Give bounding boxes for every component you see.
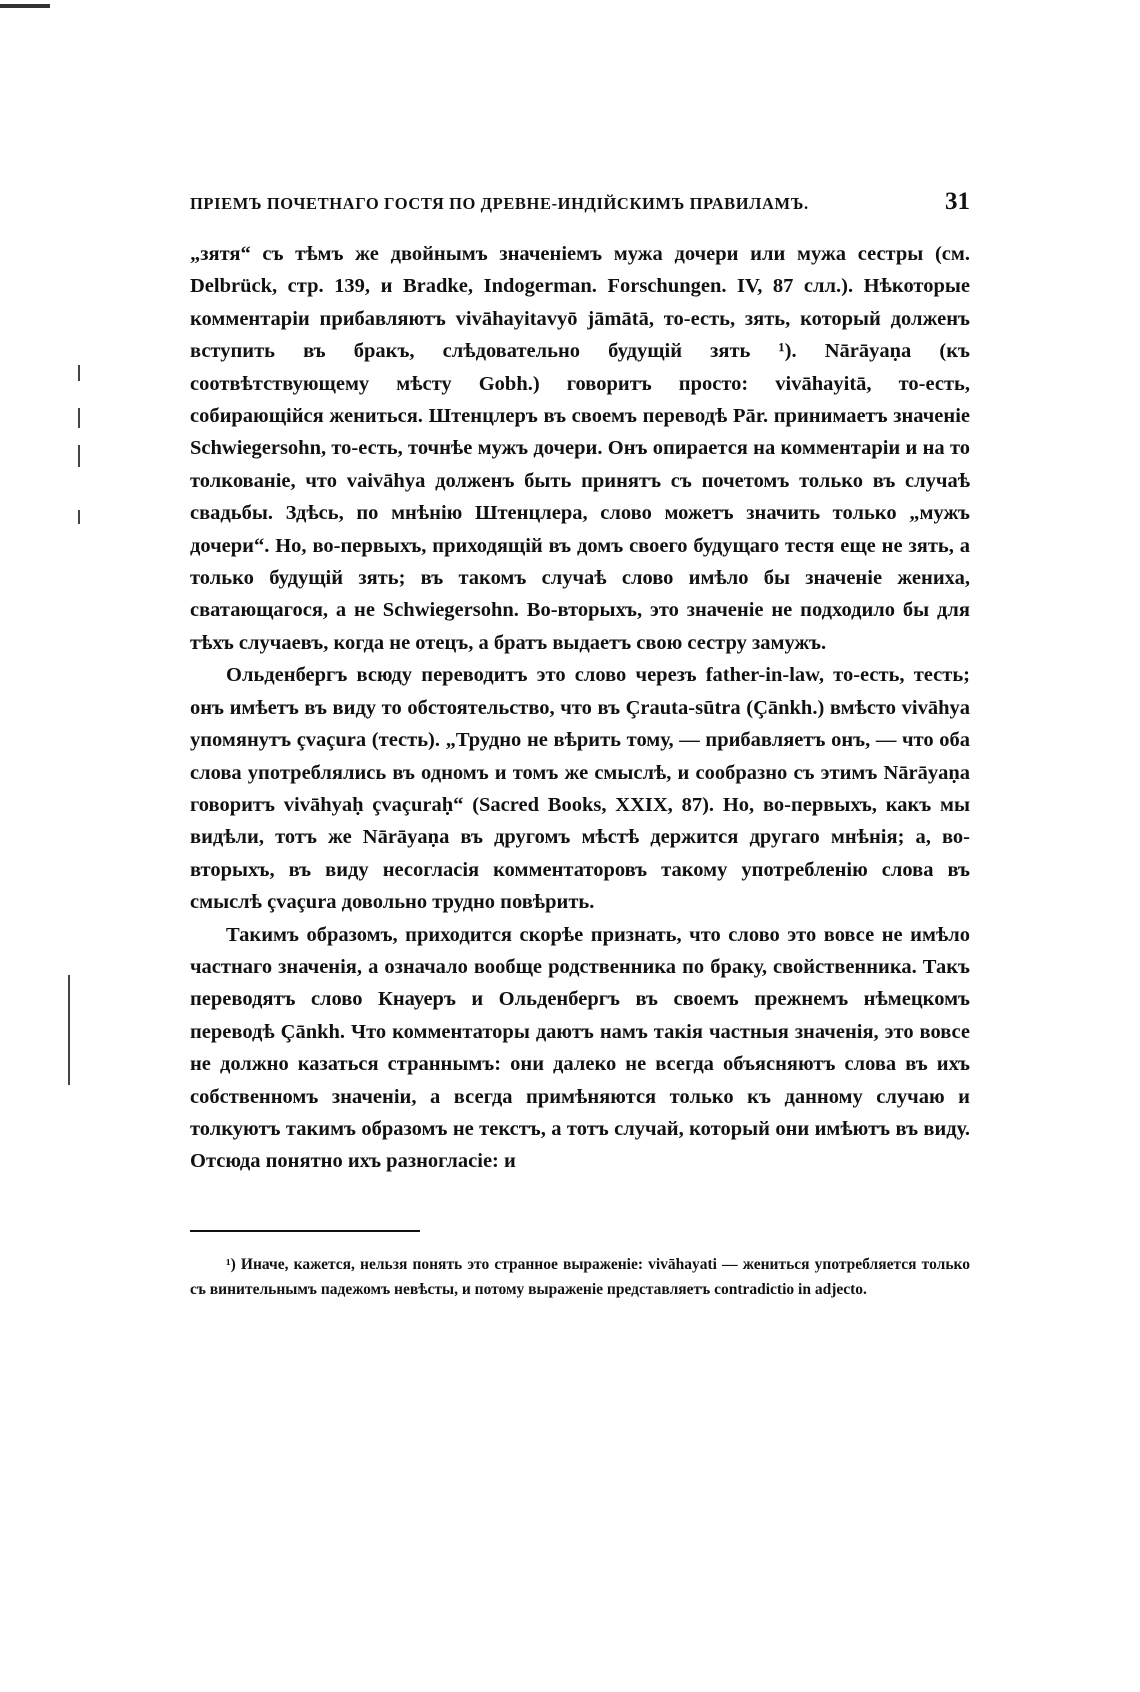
- book-page: [190, 188, 970, 1317]
- margin-mark: [78, 445, 80, 467]
- paragraph: Такимъ образомъ, приходится скорѣе признать, что слово это вовсе не имѣло частнаго значенія, а означало вообще родственника по браку, свойственника. Такъ переводятъ слово Кнауеръ и Ольденбергъ въ своемъ прежнемъ нѣмецкомъ переводѣ Çānkh. Что комментаторы даютъ намъ такія частныя значенія, это вовсе не должно казаться страннымъ: они далеко не всегда объясняютъ слова въ ихъ собственномъ значеніи, а всегда примѣняются только къ данному случаю и толкуютъ такимъ образомъ не текстъ, а тотъ случай, который они имѣютъ въ виду. Отсюда понятно ихъ разногласіе: и: [190, 923, 970, 1173]
- paragraph: „зятя“ съ тѣмъ же двойнымъ значеніемъ мужа дочери или мужа сестры (см. Delbrück, стр. 139, и Bradke, Indogerman. Forschungen. IV, 87 слл.). Нѣкоторые комментаріи прибавляютъ vivāhayitavyō jāmātā, то-есть, зять, который долженъ вступить въ бракъ, слѣдовательно будущій зять ¹). Nārāyaṇa (къ соотвѣтствующему мѣсту Gobh.) говоритъ просто: vivāhayitā, то-есть, собирающійся жениться. Штенцлеръ въ своемъ переводѣ Pār. принимаетъ значеніе Schwiegersohn, то-есть, точнѣе мужъ дочери. Онъ опирается на комментаріи и на то толкованіе, что vaivāhya долженъ быть принятъ съ почетомъ только въ случаѣ свадьбы. Здѣсь, по мнѣнію Штенцлера, слово можетъ значить только „мужъ дочери“. Но, во-первыхъ, приходящій въ домъ своего будущаго тестя еще не зять, а только будущій зять; въ такомъ случаѣ слово имѣло бы значеніе жениха, сватающагося, а не Schwiegersohn. Во-вторыхъ, это значеніе не подходило бы для тѣхъ случаевъ, когда не отецъ, а братъ выдаетъ свою сестру замужъ.: [190, 243, 970, 654]
- margin-mark: [78, 408, 80, 428]
- scan-corner-mark: [0, 4, 50, 8]
- footnote: ¹) Иначе, кажется, нельзя понять это странное выраженіе: vivāhayati — жениться употребляется только съ винительнымъ падежомъ невѣсты, и потому выраженіе представляетъ contradictio in adjecto.: [190, 1255, 970, 1298]
- margin-mark: [68, 975, 70, 1085]
- running-head-title: ПРІЕМЪ ПОЧЕТНАГО ГОСТЯ ПО ДРЕВНЕ-ИНДІЙСКИМЪ ПРАВИЛАМЪ.: [190, 194, 809, 213]
- page-number: 31: [945, 188, 970, 215]
- running-head: [190, 188, 970, 228]
- footnote-rule: [190, 1230, 420, 1232]
- margin-mark: [78, 510, 80, 524]
- paragraph: Ольденбергъ всюду переводитъ это слово черезъ father-in-law, то-есть, тесть; онъ имѣетъ въ виду то обстоятельство, что въ Çrauta-sūtra (Çānkh.) вмѣсто vivāhya упомянутъ çvaçura (тесть). „Трудно не вѣрить тому, — прибавляетъ онъ, — что оба слова употреблялись въ одномъ и томъ же смыслѣ, и сообразно съ этимъ Nārāyaṇa говоритъ vivāhyaḥ çvaçuraḥ“ (Sacred Books, XXIX, 87). Но, во-первыхъ, какъ мы видѣли, тотъ же Nārāyaṇa въ другомъ мѣстѣ держится другаго мнѣнія; а, во-вторыхъ, въ виду несогласія комментаторовъ такому употребленію слова въ смыслѣ çvaçura довольно трудно повѣрить.: [190, 664, 970, 914]
- margin-mark: [78, 365, 80, 381]
- body-text: [190, 238, 970, 1178]
